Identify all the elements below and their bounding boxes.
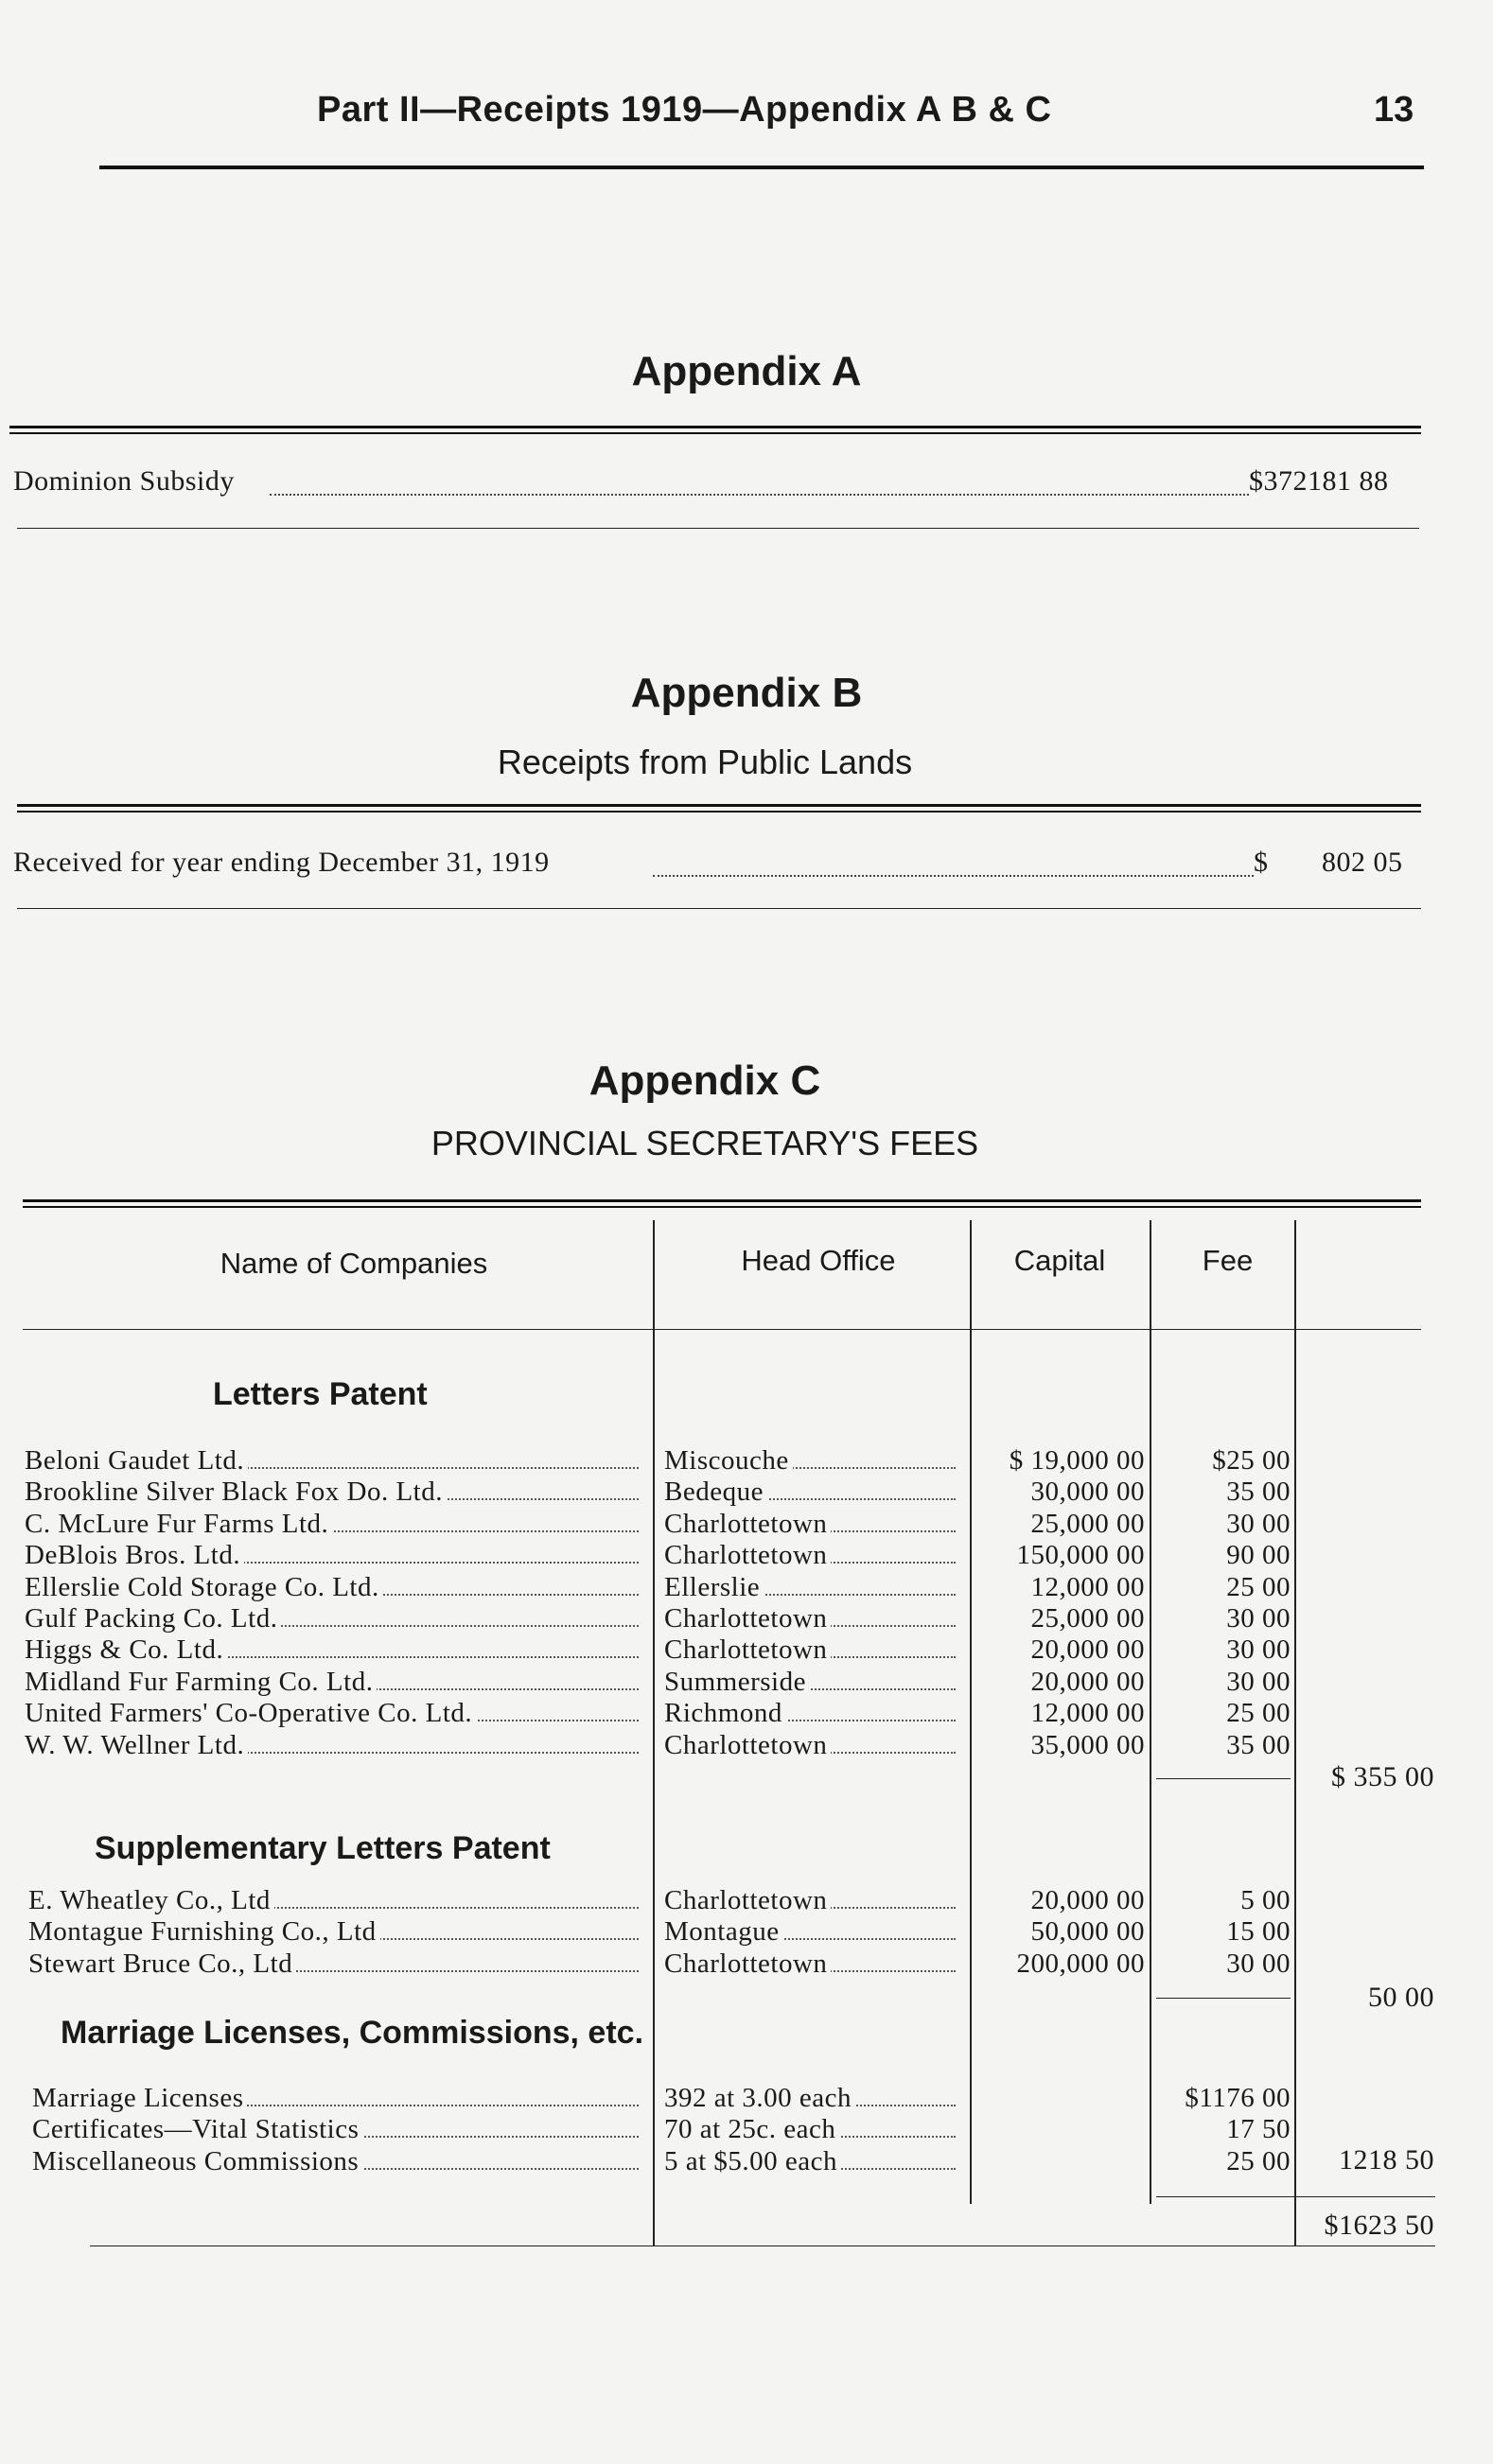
subtotal-rule [1156,1998,1291,1999]
appendix-a-top-rule [9,426,1421,434]
fee-amount: 25 00 [1226,1698,1291,1729]
fee-amount: 30 00 [1226,1634,1291,1666]
page-number: 13 [1374,90,1414,130]
appendix-b-top-rule [17,804,1421,813]
fee-amount: 15 00 [1226,1916,1291,1948]
table-row [0,1730,1493,1761]
public-lands-label: Received for year ending December 31, 1919 [13,847,550,878]
fee-amount: $25 00 [1212,1445,1291,1476]
column-header-fee: Fee [1202,1244,1254,1277]
capital-amount: 150,000 00 [1016,1540,1145,1571]
table-row [0,1698,1493,1729]
appendix-c-subtitle: PROVINCIAL SECRETARY'S FEES [430,1124,979,1162]
head-office: Bedeque [664,1477,767,1508]
leader-dots [653,875,1254,877]
dominion-subsidy-amount: $372181 88 [1249,465,1389,497]
company-name: Marriage Licenses [32,2083,247,2114]
fee-amount: 35 00 [1226,1729,1291,1760]
appendix-b-subtitle: Receipts from Public Lands [497,743,913,781]
letters-patent-total: $ 355 00 [1331,1761,1434,1792]
table-row [0,1885,1493,1916]
company-name: Higgs & Co. Ltd. [25,1634,227,1666]
head-office: Ellerslie [664,1572,764,1603]
section-heading-letters-patent: Letters Patent [213,1376,428,1412]
company-name: Midland Fur Farming Co. Ltd. [25,1667,377,1698]
company-name: United Farmers' Co-Operative Co. Ltd. [25,1698,476,1729]
fee-amount: 25 00 [1226,1571,1291,1602]
capital-amount: 12,000 00 [1030,1698,1145,1729]
fee-amount: 35 00 [1226,1477,1291,1508]
head-office: Charlottetown [664,1634,831,1666]
capital-amount: 20,000 00 [1030,1666,1145,1697]
table-row [0,1916,1493,1948]
fee-amount: 25 00 [1226,2145,1291,2176]
leader-dots [270,494,1249,496]
capital-amount: 25,000 00 [1030,1603,1145,1634]
table-row [0,1667,1493,1698]
table-row [0,1477,1493,1508]
fee-amount: 17 50 [1226,2114,1291,2145]
head-office: Charlottetown [664,1509,831,1540]
capital-amount: 200,000 00 [1016,1948,1145,1979]
fee-amount: 30 00 [1226,1603,1291,1634]
appendix-c-title: Appendix C [588,1057,821,1104]
table-row [0,1509,1493,1540]
capital-amount: 25,000 00 [1030,1508,1145,1539]
company-name: DeBlois Bros. Ltd. [25,1540,244,1571]
dominion-subsidy-label: Dominion Subsidy [13,465,235,497]
company-name: Miscellaneous Commissions [32,2146,362,2177]
company-name: Beloni Gaudet Ltd. [25,1445,248,1477]
public-lands-dollar: $ [1254,847,1269,878]
head-office: Summerside [664,1667,810,1698]
table-row [0,2146,1493,2177]
table-row [0,1572,1493,1603]
grand-total-rule [1156,2196,1435,2197]
company-name: Brookline Silver Black Fox Do. Ltd. [25,1477,447,1508]
appendix-b-bottom-rule [17,908,1421,909]
column-header-capital: Capital [1013,1244,1106,1277]
fee-amount: 30 00 [1226,1508,1291,1539]
company-name: Certificates—Vital Statistics [32,2114,362,2145]
capital-amount: $ 19,000 00 [1009,1445,1145,1476]
public-lands-amount: 802 05 [1322,847,1403,878]
fee-amount: $1176 00 [1185,2083,1291,2113]
head-office: Miscouche [664,1445,793,1477]
head-office: Richmond [664,1698,786,1729]
section-heading-supplementary: Supplementary Letters Patent [95,1830,551,1866]
table-row [0,1948,1493,1980]
table-row [0,2114,1493,2145]
table-row [0,2083,1493,2114]
column-header-rule [23,1329,1421,1330]
fee-amount: 30 00 [1226,1948,1291,1979]
running-header-title: Part II—Receipts 1919—Appendix A B & C [317,90,1052,130]
head-office: 70 at 25c. each [664,2114,839,2145]
capital-amount: 12,000 00 [1030,1571,1145,1602]
company-name: Stewart Bruce Co., Ltd [28,1948,296,1980]
column-header-office: Head Office [741,1244,896,1277]
column-header-name: Name of Companies [220,1247,488,1280]
table-row [0,1634,1493,1666]
grand-total: $1623 50 [1324,2210,1434,2241]
head-office: Charlottetown [664,1730,831,1761]
head-office: Charlottetown [664,1603,831,1634]
section-heading-marriage: Marriage Licenses, Commissions, etc. [61,2015,644,2051]
company-name: Gulf Packing Co. Ltd. [25,1603,281,1634]
capital-amount: 35,000 00 [1030,1729,1145,1760]
appendix-b-title: Appendix B [630,670,863,716]
fee-amount: 90 00 [1226,1540,1291,1571]
head-office: Charlottetown [664,1540,831,1571]
appendix-c-top-rule [23,1199,1421,1208]
head-office: 392 at 3.00 each [664,2083,855,2114]
fee-amount: 30 00 [1226,1666,1291,1697]
marriage-total: 1218 50 [1339,2144,1434,2176]
head-office: 5 at $5.00 each [664,2146,841,2177]
fee-amount: 5 00 [1240,1885,1291,1915]
head-office: Charlottetown [664,1948,831,1980]
capital-amount: 50,000 00 [1030,1916,1145,1948]
appendix-a-title: Appendix A [631,348,862,394]
subtotal-rule [1156,1778,1291,1779]
capital-amount: 20,000 00 [1030,1634,1145,1666]
supplementary-total: 50 00 [1368,1982,1434,2013]
company-name: C. McLure Fur Farms Ltd. [25,1509,332,1540]
head-office: Charlottetown [664,1885,831,1916]
company-name: Ellerslie Cold Storage Co. Ltd. [25,1572,383,1603]
table-row [0,1603,1493,1634]
company-name: Montague Furnishing Co., Ltd [28,1916,380,1948]
head-office: Montague [664,1916,783,1948]
company-name: E. Wheatley Co., Ltd [28,1885,274,1916]
capital-amount: 20,000 00 [1030,1885,1145,1915]
header-rule [99,166,1424,169]
table-row [0,1445,1493,1477]
appendix-a-bottom-rule [17,528,1419,529]
capital-amount: 30,000 00 [1030,1477,1145,1508]
company-name: W. W. Wellner Ltd. [25,1730,248,1761]
table-row [0,1540,1493,1571]
